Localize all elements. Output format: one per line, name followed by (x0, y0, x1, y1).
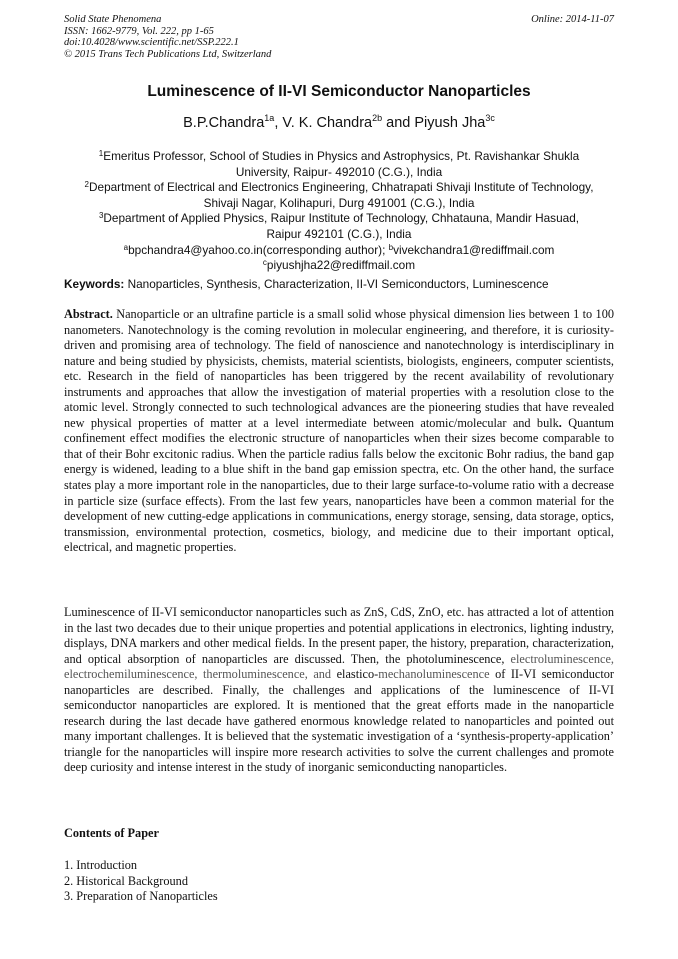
author-separator: , (274, 115, 283, 131)
affiliation-3: $^3$Department of Applied Physics, Raipur Institute of Technology, Chhatauna, Mandir Hasuad, (98, 211, 580, 226)
affiliation-1: $^1$Emeritus Professor, School of Studies in Physics and Astrophysics, Pt. Ravishankar Shukla (98, 149, 580, 163)
contents-list (64, 858, 218, 905)
journal-doi: doi:10.4028/www.scientific.net/SSP.222.1 (64, 37, 239, 49)
affiliation-2: $^2$Department of Electrical and Electronics Engineering, Chhatrapati Shivaji Institute of Technology, (84, 180, 594, 195)
email-line: $^a$bpchandra4@yahoo.co.in(corresponding author); $^b$vivekchandra1@rediffmail.com (123, 242, 555, 257)
paper-title: Luminescence of II-VI Semiconductor Nanoparticles (147, 83, 531, 100)
author-name: Piyush Jha (414, 115, 486, 131)
email-line-2: $^c$piyushjha22@rediffmail.com (262, 258, 416, 273)
affiliation-1-address: University, Raipur- 492010 (C.G.), India (235, 164, 443, 179)
journal-header (64, 14, 271, 60)
keywords-text: Nanoparticles, Synthesis, Characterization, II-VI Semiconductors, Luminescence (124, 277, 549, 291)
contents-heading: Contents of Paper (64, 826, 159, 840)
journal-name: Solid State Phenomena (64, 14, 162, 25)
author-separator: and (382, 115, 415, 131)
contents-item: 2. Historical Background (64, 873, 188, 888)
affiliation-2-address: Shivaji Nagar, Kolihapuri, Durg 491001 (C.G.), India (203, 195, 475, 210)
intro-paragraph: Luminescence of II-VI semiconductor nanoparticles such as ZnS, CdS, ZnO, etc. has attracted a lot of attention in the last two decades due to their unique properties and potential applications in electronics, lighting industry, displays, DNA markers and other medical fields. In the present paper, the history, preparation, characterization, and optical absorption of nanoparticles are discussed. Then, the photoluminescence, electroluminescence, electrochemiluminescence, thermoluminescence, and elastico-mechanoluminescence of II-VI semiconductor nanoparticles are described. Finally, the challenges and applications of the luminescence of II-VI semiconductor nanoparticles are explored. It is mentioned that the great efforts made in the nanoparticle research during the last decade have gathered enormous knowledge related to nanoparticles and pointed out many important challenges. It is believed that the systematic investigation of a ‘synthesis-property-application’ triangle for the nanoparticles will inspire more research activities to solve the current challenges and promote deep curiosity and intense interest in the study of inorganic semiconducting nanoparticles. (64, 605, 615, 775)
highlighted-text: electroluminescence, electrochemiluminescence, thermoluminescence, and (64, 651, 614, 682)
email-c: piyushjha22@rediffmail.com (266, 258, 416, 273)
online-date: Online: 2014-11-07 (531, 14, 614, 25)
abstract: Abstract. Nanoparticle or an ultrafine particle is a small solid whose physical dimension lies between 1 to 100 nanometers. Nanotechnology is the coming revolution in molecular engineering, and therefore, it is curiosity-driven and promising area of technology. The field of nanoscience and nanotechnology is interdisciplinary in nature and being studied by physicists, chemists, material scientists, biologists, engineers, computer scientists, etc. Research in the field of nanoparticles has been triggered by the recent availability of revolutionary instruments and approaches that allow the investigation of material properties with a resolution close to the atomic level. Strongly connected to such technological advances are the pioneering studies that have revealed new physical properties of matter at a level intermediate between atomic/molecular and bulk. Quantum confinement effect modifies the electronic structure of nanoparticles when their sizes become comparable to that of their Bohr excitonic radius. When the particle radius falls below the excitonic Bohr radius, the band gap energy is widened, leading to a blue shift in the band gap emission spectra, etc. On the other hand, the surface states play a more important role in the nanoparticles, due to their large surface-to-volume ratio with a decrease in particle size (surface effects). From the last few years, nanoparticles have been a common material for the development of new cutting-edge applications in communications, energy storage, sensing, data storage, optics, transmission, environmental protection, cosmetics, biology, and medicine due to their important optical, electrical, and magnetic properties. (64, 307, 614, 555)
author-marker: 1a (264, 113, 275, 123)
journal-issn: ISSN: 1662-9779, Vol. 222, pp 1-65 (64, 25, 214, 37)
highlighted-text: mechanoluminescence (378, 667, 490, 682)
journal-copyright: © 2015 Trans Tech Publications Ltd, Switzerland (64, 48, 272, 60)
affiliations (60, 149, 618, 274)
affiliation-3-address: Raipur 492101 (C.G.), India (266, 226, 412, 241)
keywords (64, 277, 624, 292)
author-name: V. K. Chandra (282, 115, 373, 131)
email-a: bpchandra4@yahoo.co.in(corresponding author); (128, 242, 389, 257)
author-marker: 3c (485, 113, 495, 123)
author-marker: 2b (372, 113, 383, 123)
email-b: vivekchandra1@rediffmail.com (393, 242, 555, 257)
author-list (0, 115, 678, 131)
abstract-label: Abstract. (64, 307, 113, 321)
keywords-label: Keywords: (64, 277, 125, 291)
author-name: B.P.Chandra (183, 115, 265, 131)
contents-item: 3. Preparation of Nanoparticles (64, 889, 218, 903)
contents-item: 1. Introduction (64, 858, 138, 872)
